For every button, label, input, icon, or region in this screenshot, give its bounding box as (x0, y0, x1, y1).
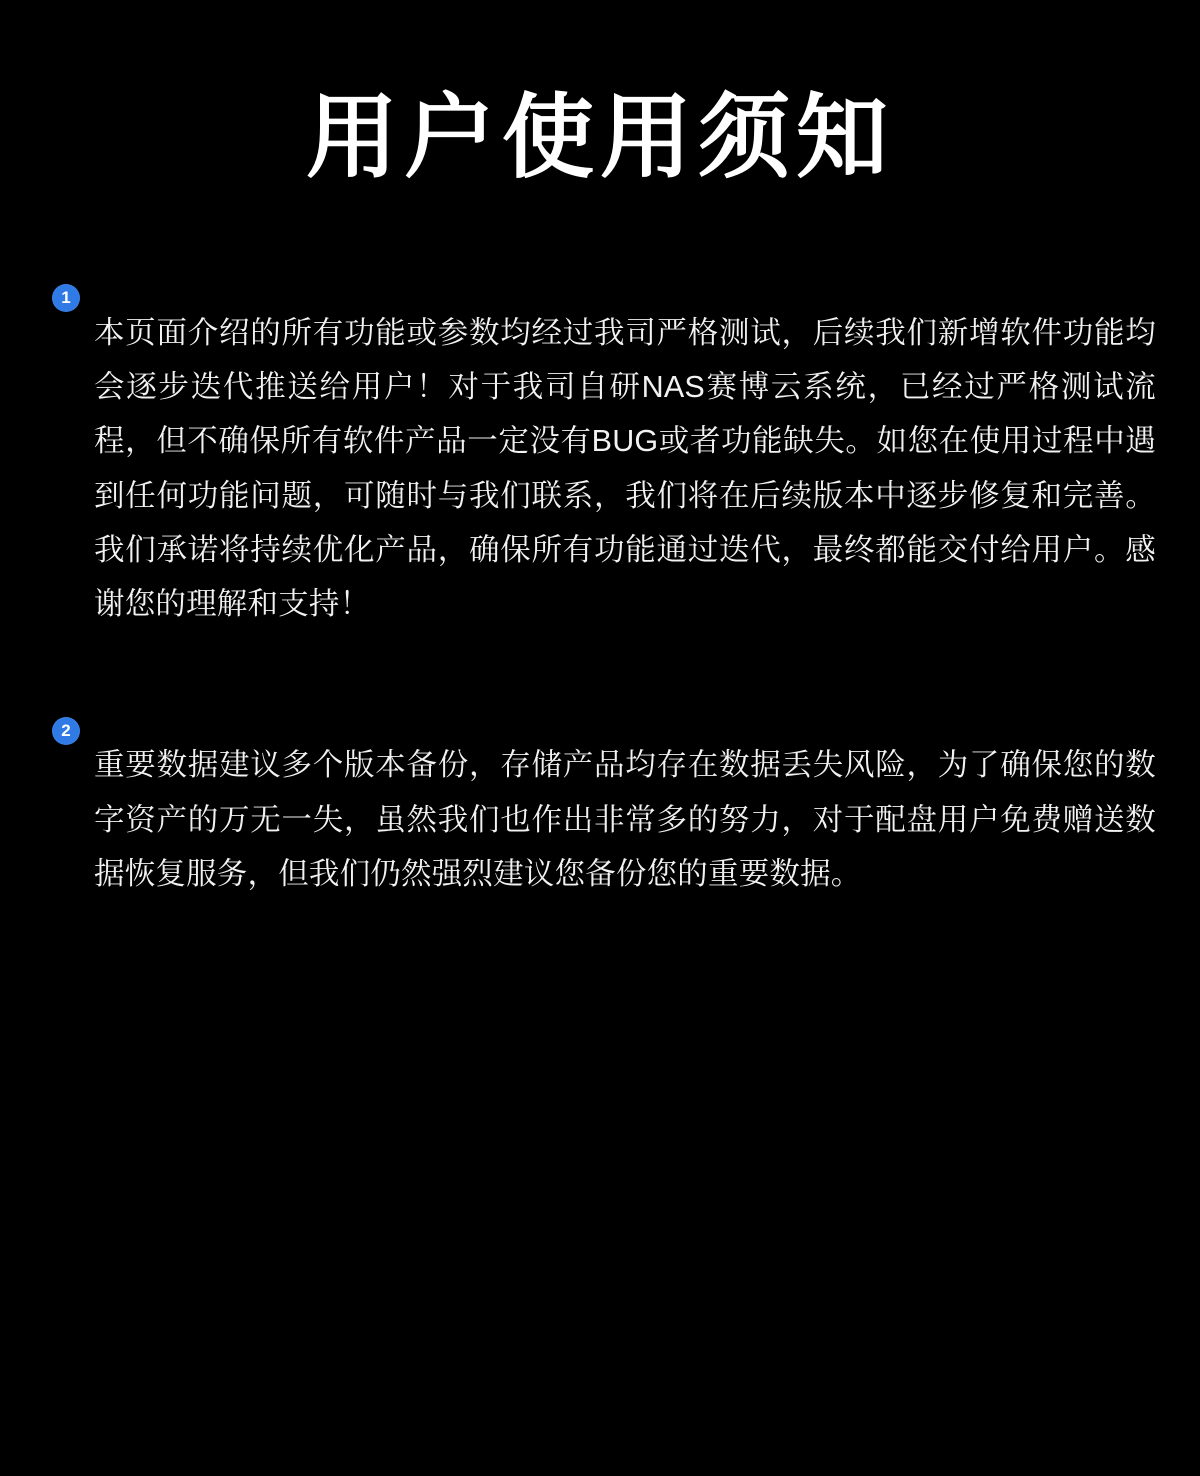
notice-paragraph: 本页面介绍的所有功能或参数均经过我司严格测试，后续我们新增软件功能均会逐步迭代推送给用户！对于我司自研NAS赛博云系统，已经过严格测试流程，但不确保所有软件产品一定没有BUG或者功能缺失。如您在使用过程中遇到任何功能问题，可随时与我们联系，我们将在后续版本中逐步修复和完善。我们承诺将持续优化产品，确保所有功能通过迭代，最终都能交付给用户。感谢您的理解和支持！ (94, 315, 1156, 622)
list-number-badge: 1 (52, 284, 80, 312)
notice-paragraph: 重要数据建议多个版本备份，存储产品均存在数据丢失风险，为了确保您的数字资产的万无一失，虽然我们也作出非常多的努力，对于配盘用户免费赠送数据恢复服务，但我们仍然强烈建议您备份您的重要数据。 (94, 748, 1156, 891)
list-item (0, 708, 1200, 932)
list-item (0, 275, 1200, 662)
notice-list (0, 275, 1200, 932)
page-title: 用户使用须知 (305, 87, 894, 189)
list-number-badge: 2 (52, 717, 80, 745)
